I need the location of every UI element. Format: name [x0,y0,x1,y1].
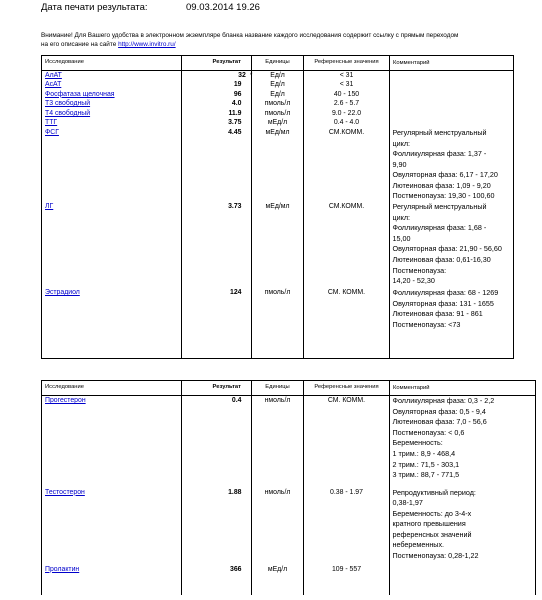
reference-value: < 31 [339,72,354,79]
comment-line: 1 трим.: 8,9 - 468,4 [392,448,456,458]
test-name-link[interactable]: Тестостерон [45,488,85,496]
column-header: Исследование [42,381,182,396]
comment-line: Постменопауза: 0,28-1,22 [392,551,479,561]
reference-value: 0.4 - 4.0 [333,119,360,127]
comment-line: Лютеиновая фаза: 0,61-16,30 [392,255,491,265]
comment-line: Овуляторная фаза: 131 - 1655 [392,298,494,308]
comment-line: Регулярный менструальный [392,202,487,212]
column-header: Комментарий [390,56,514,71]
print-date-label: Дата печати результата: [41,2,148,13]
units-value: мЕд/мл [265,203,290,211]
table-row [42,99,514,109]
reference-value: СМ. КОММ. [327,289,366,297]
comment-line: Овуляторная фаза: 21,90 - 56,60 [392,244,502,254]
column-header: Референсные значения [304,56,390,71]
comment-line: Овуляторная фаза: 6,17 - 17,20 [392,170,498,180]
units-value: Ед/л [270,72,285,79]
comment [390,109,514,119]
units-value: мЕд/мл [265,128,290,136]
comment [390,202,514,288]
units-value: мЕд/л [267,565,288,573]
table-row [42,565,536,595]
comment-line: Фолликулярная фаза: 68 - 1269 [392,288,499,298]
table-header [42,381,536,396]
comment-line: 15,00 [392,233,411,243]
test-name-link[interactable]: Прогестерон [45,397,86,404]
table-row [42,90,514,100]
comment [390,488,536,565]
comment [390,565,536,595]
result-value: 3.73 [228,203,242,211]
reference-value: 0.38 - 1.97 [330,488,363,496]
reference-value: СМ. КОММ. [327,397,366,404]
result-value: 366 [230,565,242,573]
comment [390,80,514,90]
table-row [42,128,514,202]
column-header: Единицы [252,381,304,396]
comment-line: Овуляторная фаза: 0,5 - 9,4 [392,406,486,416]
units-value: пмоль/л [264,289,291,297]
comment-line: Регулярный менструальный [392,127,487,137]
units-value: мЕд/л [267,119,288,127]
column-header: Результат [182,56,252,71]
comment [390,396,536,488]
comment-line: 14,20 - 52,30 [392,276,435,286]
comment-line: небеременных. [392,540,445,550]
table-row [42,71,514,81]
test-name-link[interactable]: АсАТ [45,81,62,89]
result-value: 124 [230,289,242,297]
table-header [42,56,514,71]
comment-line: Постменопауза: <73 [392,319,461,329]
column-header: Результат [182,381,252,396]
results-table-2 [41,380,536,595]
comment [390,288,514,358]
reference-value: 109 - 557 [331,565,362,573]
notice [41,31,521,49]
test-name-link[interactable]: Т4 свободный [45,109,91,117]
comment [390,90,514,100]
table-row [42,288,514,358]
print-date-value: 09.03.2014 19.26 [186,2,260,13]
invitro-link[interactable]: http://www.invitro.ru/ [118,41,176,48]
column-header: Референсные значения [304,381,390,396]
comment-line: референсных значений [392,529,472,539]
reference-value: 2.6 - 5.7 [333,100,360,108]
comment-line: Беременность: до 3-4-х [392,508,472,518]
test-name-link[interactable]: Т3 свободный [45,100,91,108]
comment-line: Фолликулярная фаза: 1,68 - [392,223,487,233]
units-value: нмоль/л [264,397,291,404]
reference-value: 9.0 - 22.0 [331,109,362,117]
units-value: пмоль/л [264,100,291,108]
comment [390,118,514,128]
test-name-link[interactable]: ТТГ [45,119,58,127]
units-value: Ед/л [270,90,285,98]
table-row [42,396,536,488]
results-table-1 [41,55,514,359]
test-name-link[interactable]: Фосфатаза щелочная [45,90,115,98]
result-value: 11.9 [228,109,242,117]
column-header: Единицы [252,56,304,71]
result-value: 19 [233,81,242,89]
comment-line: Лютеиновая фаза: 1,09 - 9,20 [392,180,491,190]
reference-value: СМ.КОММ. [328,128,365,136]
result-value: 1.88 [228,488,242,496]
table-row [42,118,514,128]
comment-line: Лютеиновая фаза: 91 - 861 [392,309,483,319]
comment-line: кратного превышения [392,519,466,529]
table-row [42,488,536,565]
comment-line: Репродуктивный период: [392,487,476,497]
units-value: пмоль/л [264,109,291,117]
comment-line: Постменопауза: [392,265,447,275]
comment-line: 2 трим.: 71,5 - 303,1 [392,459,460,469]
table-row [42,202,514,288]
comment-line: Постменопауза: < 0,6 [392,427,465,437]
comment [390,128,514,202]
test-name-link[interactable]: АлАТ [45,72,62,79]
comment-line: 0,38-1,97 [392,498,423,508]
comment-line: 9,90 [392,159,407,169]
column-header: Исследование [42,56,182,71]
result-value: 3.75 [228,119,242,127]
comment [390,71,514,81]
abnormal-flag: * [249,72,253,79]
result-value: 4.45 [228,128,242,136]
units-value: нмоль/л [264,488,291,496]
result-value: 96 [233,90,242,98]
units-value: Ед/л [270,81,285,89]
test-name-link[interactable]: ФСГ [45,128,59,136]
comment [390,99,514,109]
column-header: Комментарий [390,381,536,396]
comment-line: 3 трим.: 88,7 - 771,5 [392,470,460,480]
test-name-link[interactable]: Пролактин [45,565,80,573]
test-name-link[interactable]: Эстрадиол [45,289,80,297]
comment-line: цикл: [392,138,411,148]
reference-value: СМ.КОММ. [328,203,365,211]
comment-line: Лютеиновая фаза: 7,0 - 56,6 [392,417,487,427]
comment-line: цикл: [392,212,411,222]
notice-text-2: на его описание на сайте [41,41,117,48]
result-value: 32 [238,72,246,79]
notice-text: Внимание! Для Вашего удобства в электронном экземпляре бланка название каждого исследования содержит ссылку с прямым переходом [41,32,459,39]
reference-value: 40 - 150 [333,90,360,98]
result-value: 4.0 [231,100,242,108]
comment-line: Постменопауза: 19,30 - 100,60 [392,191,495,201]
comment-line: Беременность: [392,438,443,448]
comment-line: Фолликулярная фаза: 1,37 - [392,149,487,159]
result-value: 0.4 [231,397,242,404]
comment-line: Фолликулярная фаза: 0,3 - 2,2 [392,396,495,405]
table-row [42,109,514,119]
reference-value: < 31 [339,81,354,89]
table-row [42,80,514,90]
print-date [41,2,260,13]
test-name-link[interactable]: ЛГ [45,203,54,211]
